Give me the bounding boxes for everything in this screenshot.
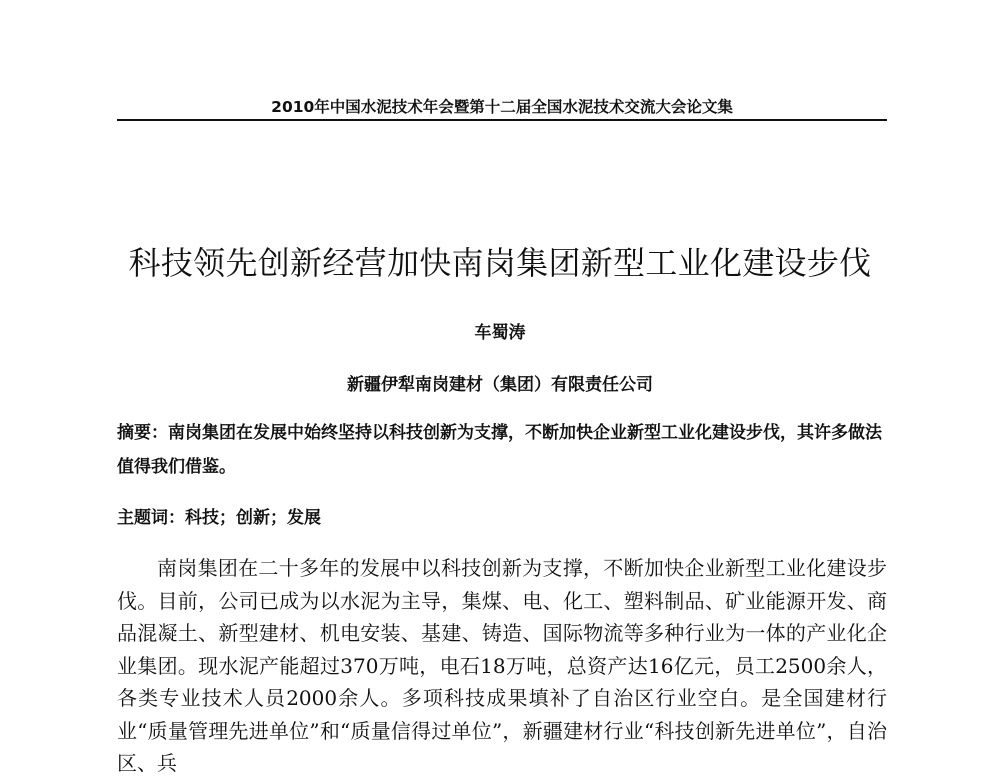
- paper-title: 科技领先创新经营加快南岗集团新型工业化建设步伐: [128, 244, 872, 282]
- abstract-label: 摘要：: [117, 423, 168, 443]
- keywords: [117, 503, 887, 528]
- abstract-text: 南岗集团在发展中始终坚持以科技创新为支撑，不断加快企业新型工业化建设步伐，其许多做法值得我们借鉴。: [117, 423, 882, 477]
- running-header: 2010年中国水泥技术年会暨第十二届全国水泥技术交流大会论文集: [271, 98, 733, 116]
- keywords-label: 主题词：: [117, 508, 185, 528]
- keywords-text: 科技；创新；发展: [185, 508, 321, 528]
- header-rule: [117, 119, 887, 121]
- abstract: [117, 416, 887, 484]
- body-paragraph: 南岗集团在二十多年的发展中以科技创新为支撑，不断加快企业新型工业化建设步伐。目前，公司已成为以水泥为主导，集煤、电、化工、塑料制品、矿业能源开发、商品混凝土、新型建材、机电安装、基建、铸造、国际物流等多种行业为一体的产业化企业集团。现水泥产能超过370万吨，电石18万吨，总资产达16亿元，员工2500余人，各类专业技术人员2000余人。多项科技成果填补了自治区行业空白。是全国建材行业“质量管理先进单位”和“质量信得过单位”，新疆建材行业“科技创新先进单位”，自治区、兵: [117, 556, 887, 775]
- author-affiliation: 新疆伊犁南岗建材（集团）有限责任公司: [347, 375, 653, 395]
- author-name: 车蜀涛: [474, 323, 526, 343]
